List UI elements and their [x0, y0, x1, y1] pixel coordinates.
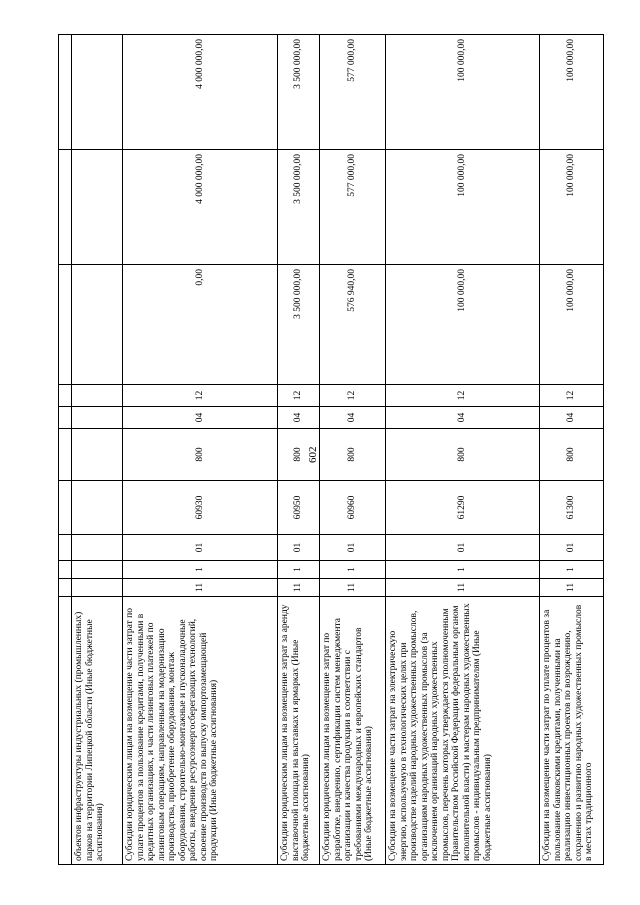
cell [72, 429, 123, 481]
code-cell: 11 [386, 579, 540, 597]
code-cell: 800 [320, 429, 386, 481]
code-cell: 1 [123, 561, 278, 579]
code-cell: 61300 [540, 481, 604, 535]
cell [59, 265, 72, 385]
code-cell: 800 [278, 429, 320, 481]
code-cell: 11 [278, 579, 320, 597]
amount-cell: 100 000,00 [540, 265, 604, 385]
budget-table [58, 34, 604, 865]
cell [59, 407, 72, 429]
table-row [123, 35, 278, 865]
code-cell: 12 [386, 385, 540, 407]
row-name: Субсидии юридическим лицам на возмещение части затрат по уплате процентов за пользование кредитами, полученными в кредитных организациях, и части лизинговых платежей по лизинговым операциям, направленным на модернизацию производства, приобретение оборудования, монтаж оборудования, строительно-монтажные и пусконаладочные работы, внедрение ресурсоэнергосберегающих технологий, освоение производств по выпуску импортозамещающей продукции (Иные бюджетные ассигнования) [123, 597, 278, 865]
code-cell: 12 [540, 385, 604, 407]
cell [59, 429, 72, 481]
row-name: объектов инфраструктуры индустриальных (промышленных) парков на территории Липецкой области (Иные бюджетные ассигнования) [72, 597, 123, 865]
amount-cell: 100 000,00 [540, 35, 604, 150]
code-cell: 11 [540, 579, 604, 597]
amount-cell: 576 940,00 [320, 265, 386, 385]
code-cell: 1 [278, 561, 320, 579]
page-number: 602 [307, 446, 319, 463]
code-cell: 60960 [320, 481, 386, 535]
table-row [278, 35, 320, 865]
amount-cell: 4 000 000,00 [123, 35, 278, 150]
row-name: Субсидии на возмещение части затрат на электрическую энергию, используемую в технологических целях при производстве изделий народных художественных промыслов, организациям народных художественных промыслов (за исключением организаций народных художественных промыслов, перечень которых утверждается уполномоченным Правительством Российской Федерации федеральным органом исполнительной власти) и мастерам народных художественных промыслов - индивидуальным предпринимателям (Иные бюджетные ассигнования) [386, 597, 540, 865]
table-row [386, 35, 540, 865]
code-cell: 800 [123, 429, 278, 481]
code-cell: 01 [540, 535, 604, 561]
amount-cell: 4 000 000,00 [123, 150, 278, 265]
code-cell: 1 [386, 561, 540, 579]
code-cell: 61290 [386, 481, 540, 535]
amount-cell: 100 000,00 [540, 150, 604, 265]
code-cell: 800 [540, 429, 604, 481]
amount-cell: 3 500 000,00 [278, 35, 320, 150]
rotated-table-frame [58, 35, 594, 865]
table-row [72, 35, 123, 865]
code-cell: 1 [540, 561, 604, 579]
cell [72, 561, 123, 579]
cell [72, 535, 123, 561]
row-name: Субсидии юридическим лицам на возмещение затрат по разработке, внедрению, сертификации систем менеджмента организации и качества продукции в соответствии с требованиями международных и европейских стандартов (Иные бюджетные ассигнования) [320, 597, 386, 865]
amount-cell: 577 000,00 [320, 35, 386, 150]
cell [59, 561, 72, 579]
code-cell: 60950 [278, 481, 320, 535]
cell [59, 385, 72, 407]
cell [59, 535, 72, 561]
cell [59, 150, 72, 265]
code-cell: 01 [123, 535, 278, 561]
code-cell: 12 [320, 385, 386, 407]
code-cell: 1 [320, 561, 386, 579]
table-row [320, 35, 386, 865]
code-cell: 01 [278, 535, 320, 561]
cell [59, 35, 72, 150]
cell [72, 150, 123, 265]
amount-cell: 0,00 [123, 265, 278, 385]
code-cell: 01 [386, 535, 540, 561]
cell [59, 579, 72, 597]
amount-cell: 3 500 000,00 [278, 265, 320, 385]
code-cell: 01 [320, 535, 386, 561]
cell [72, 481, 123, 535]
code-cell: 60930 [123, 481, 278, 535]
code-cell: 04 [320, 407, 386, 429]
code-cell: 12 [123, 385, 278, 407]
table-top-row [59, 35, 72, 865]
code-cell: 04 [540, 407, 604, 429]
row-name: Субсидии на возмещение части затрат по уплате процентов за пользование банковскими кредитами, полученными на реализацию инвестиционных проектов по возрождению, сохранению и развитию народных художественных промыслов в местах традиционного [540, 597, 604, 865]
code-cell: 04 [123, 407, 278, 429]
amount-cell: 3 500 000,00 [278, 150, 320, 265]
table-row [540, 35, 604, 865]
cell [59, 481, 72, 535]
code-cell: 04 [386, 407, 540, 429]
cell [72, 579, 123, 597]
code-cell: 11 [123, 579, 278, 597]
amount-cell: 100 000,00 [386, 265, 540, 385]
cell [72, 385, 123, 407]
code-cell: 12 [278, 385, 320, 407]
rotated-table-content [58, 35, 594, 865]
cell [72, 265, 123, 385]
code-cell: 04 [278, 407, 320, 429]
amount-cell: 100 000,00 [386, 150, 540, 265]
code-cell: 11 [320, 579, 386, 597]
row-name: Субсидии юридическим лицам на возмещение затрат за аренду выставочной площади на выставках и ярмарках (Иные бюджетные ассигнования) [278, 597, 320, 865]
cell [59, 597, 72, 865]
cell [72, 407, 123, 429]
amount-cell: 577 000,00 [320, 150, 386, 265]
amount-cell: 100 000,00 [386, 35, 540, 150]
code-cell: 800 [386, 429, 540, 481]
cell [72, 35, 123, 150]
